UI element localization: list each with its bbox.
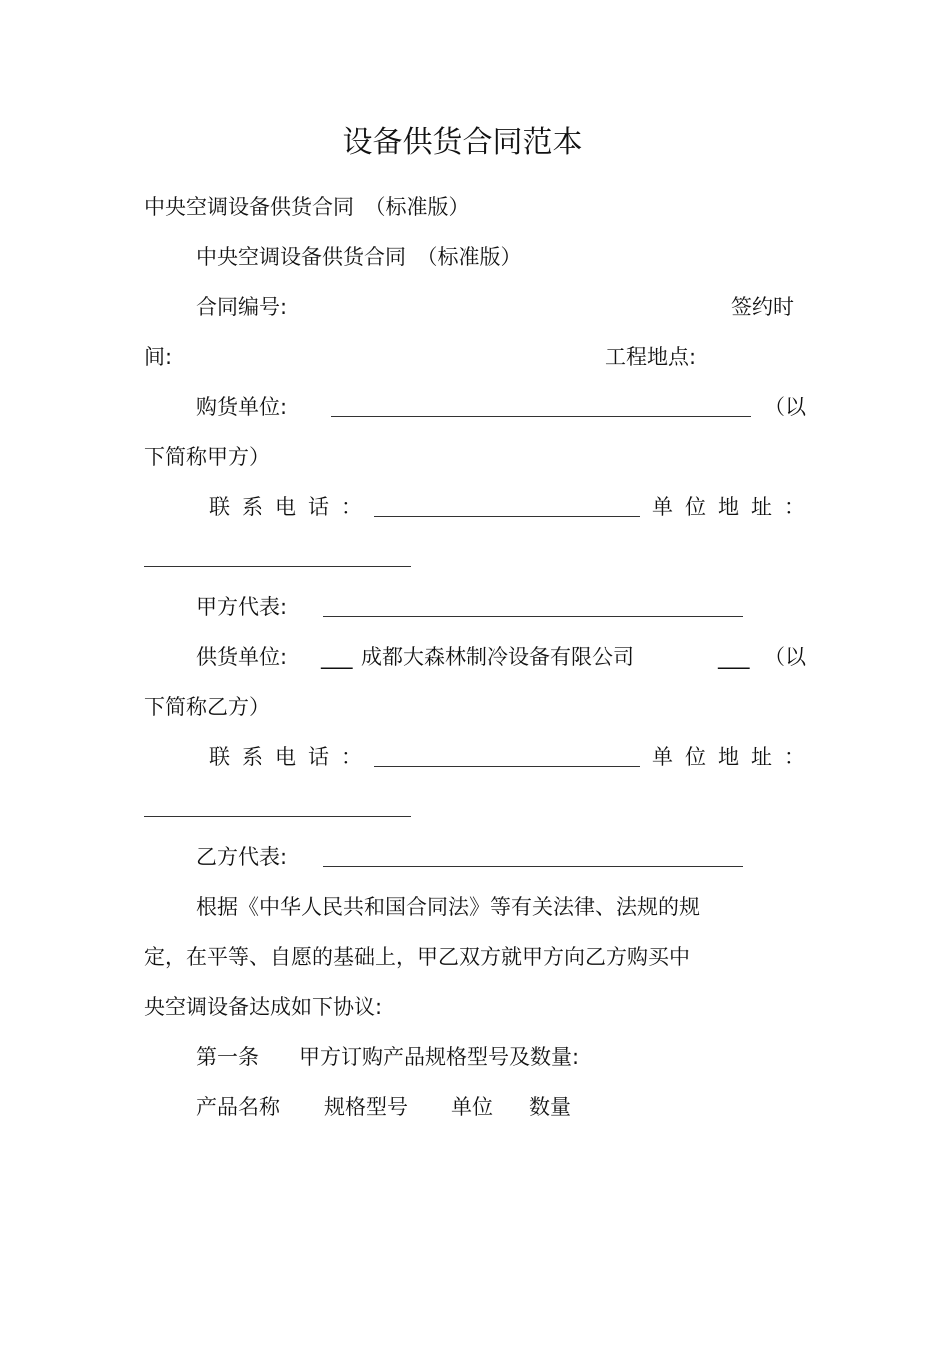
buyer-address-label: 单位地址： <box>652 495 817 519</box>
preamble-line-3: 央空调设备达成如下协议: <box>144 995 383 1019</box>
supplier-rep-blank[interactable] <box>323 866 743 867</box>
buyer-suffix: （以 <box>764 395 806 419</box>
supplier-address-label: 单位地址： <box>652 745 817 769</box>
preamble-line-2: 定，在平等、自愿的基础上，甲乙双方就甲方向乙方购买中 <box>144 945 690 969</box>
buyer-rep-label: 甲方代表: <box>196 595 288 619</box>
article-1-heading: 甲方订购产品规格型号及数量: <box>299 1045 580 1069</box>
subtitle-2: 中央空调设备供货合同 （标准版） <box>196 245 522 269</box>
supplier-phone-blank[interactable] <box>374 766 640 767</box>
table-header-unit: 单位 <box>451 1095 493 1119</box>
table-header-product-name: 产品名称 <box>196 1095 280 1119</box>
buyer-label: 购货单位: <box>196 395 288 419</box>
supplier-suffix: （以 <box>764 645 806 669</box>
table-header-spec-model: 规格型号 <box>324 1095 408 1119</box>
project-site-label: 工程地点: <box>605 345 697 369</box>
contract-no-label: 合同编号: <box>196 295 288 319</box>
supplier-suffix-cont: 下简称乙方） <box>144 695 270 719</box>
buyer-phone-blank[interactable] <box>374 516 640 517</box>
preamble-line-1: 根据《中华人民共和国合同法》等有关法律、法规的规 <box>196 895 700 919</box>
buyer-address-blank[interactable] <box>144 566 411 567</box>
sign-time-label-cont: 间: <box>144 345 173 369</box>
supplier-name-value: 成都大森林制冷设备有限公司 <box>361 645 634 669</box>
sign-time-label: 签约时 <box>731 295 794 319</box>
supplier-label: 供货单位: <box>196 645 288 669</box>
buyer-phone-label: 联系电话： <box>209 495 374 519</box>
document-title: 设备供货合同范本 <box>342 125 583 160</box>
buyer-suffix-cont: 下简称甲方） <box>144 445 270 469</box>
table-header-quantity: 数量 <box>529 1095 571 1119</box>
buyer-rep-blank[interactable] <box>323 616 743 617</box>
buyer-name-blank[interactable] <box>331 416 751 417</box>
supplier-value-prefix: ___ <box>321 645 353 669</box>
subtitle-1: 中央空调设备供货合同 （标准版） <box>144 195 470 219</box>
supplier-phone-label: 联系电话： <box>209 745 374 769</box>
supplier-address-blank[interactable] <box>144 816 411 817</box>
supplier-rep-label: 乙方代表: <box>196 845 288 869</box>
article-1-number: 第一条 <box>196 1045 259 1069</box>
supplier-value-suffix: ___ <box>718 645 750 669</box>
